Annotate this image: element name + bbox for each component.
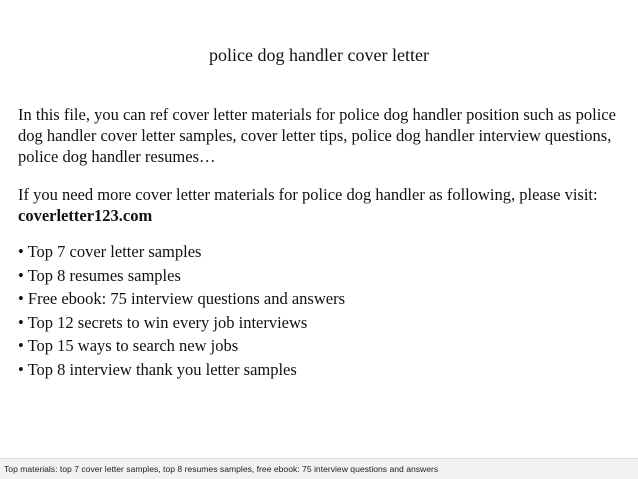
materials-list: [18, 240, 618, 382]
website-link[interactable]: coverletter123.com: [18, 206, 153, 225]
more-materials-text: If you need more cover letter materials for police dog handler as following, please visit:: [18, 185, 598, 204]
list-item: • Top 8 interview thank you letter samples: [18, 359, 297, 379]
intro-paragraph: In this file, you can ref cover letter materials for police dog handler position such as police dog handler cover letter samples, cover letter tips, police dog handler interview questions, police dog handler resumes…: [18, 105, 616, 166]
list-item: • Top 8 resumes samples: [18, 265, 181, 285]
list-item: • Top 12 secrets to win every job interviews: [18, 312, 308, 332]
more-materials-paragraph: [18, 184, 630, 226]
footer-text: Top materials: top 7 cover letter samples, top 8 resumes samples, free ebook: 75 interview questions and answers: [4, 464, 439, 474]
page-title: police dog handler cover letter: [209, 45, 429, 65]
list-item: • Top 15 ways to search new jobs: [18, 336, 239, 356]
list-item: • Free ebook: 75 interview questions and answers: [18, 289, 345, 309]
footer-bar: [0, 458, 638, 479]
list-item: • Top 7 cover letter samples: [18, 242, 202, 261]
